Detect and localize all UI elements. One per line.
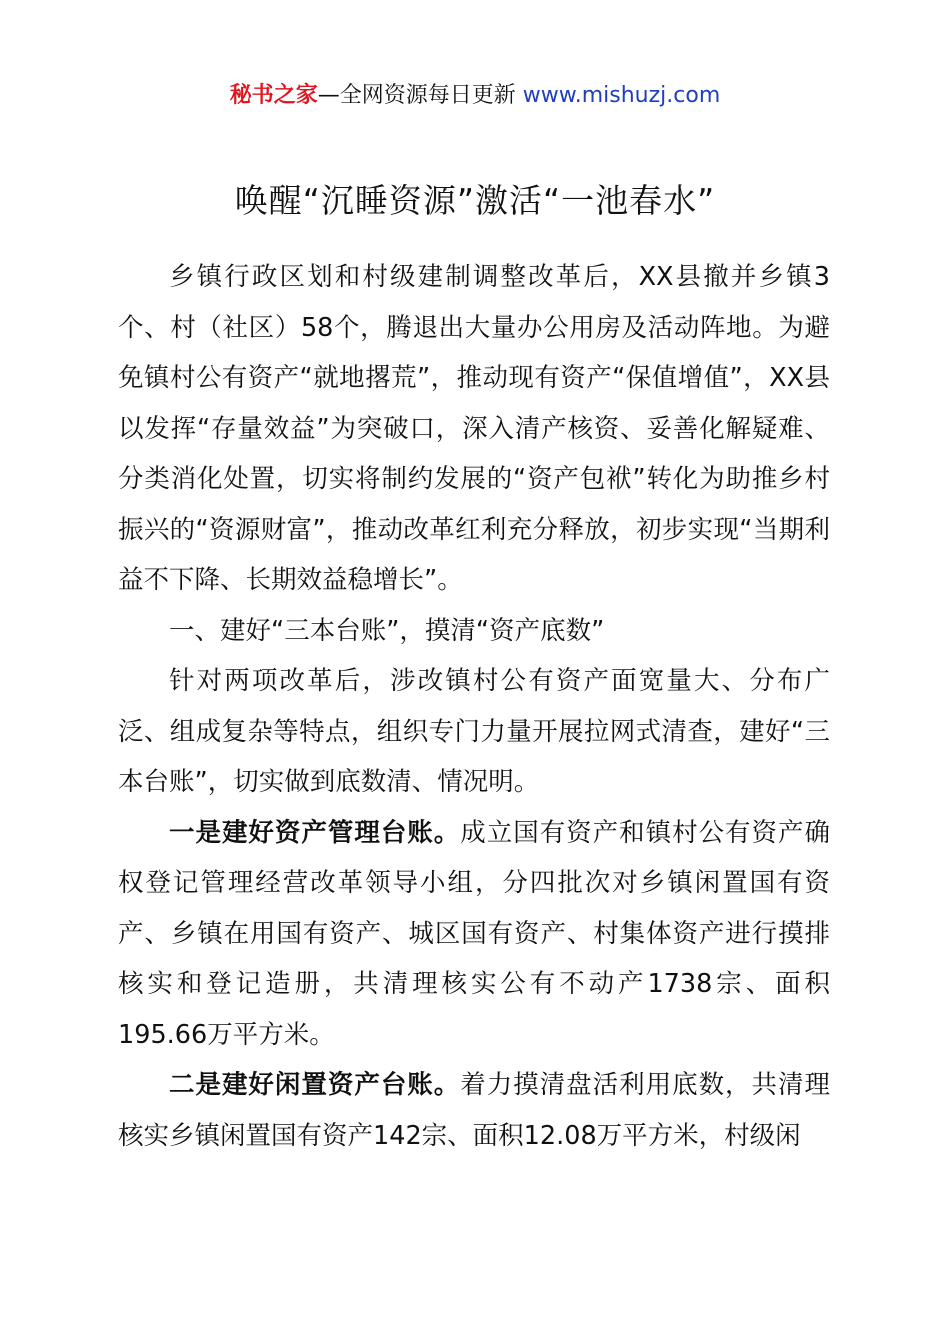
- section-intro-paragraph: 针对两项改革后，涉改镇村公有资产面宽量大、分布广泛、组成复杂等特点，组织专门力量开展拉网式清查，建好“三本台账”，切实做到底数清、情况明。: [118, 666, 830, 797]
- item-text-2: 着力摸清盘活利用底数，共清理核实乡镇闲置国有资产142宗、面积12.08万平方米，村级闲: [118, 1070, 830, 1151]
- header-tagline: —全网资源每日更新: [317, 83, 523, 108]
- item-text-1: 成立国有资产和镇村公有资产确权登记管理经营改革领导小组，分四批次对乡镇闲置国有资产、乡镇在用国有资产、城区国有资产、村集体资产进行摸排核实和登记造册，共清理核实公有不动产1738宗、面积195.66万平方米。: [118, 817, 830, 1050]
- item-paragraph-1: [118, 808, 830, 1061]
- site-header: [0, 80, 950, 112]
- section-heading: 一、建好“三本台账”，摸清“资产底数”: [169, 615, 605, 646]
- document-title: 唤醒“沉睡资源”激活“一池春水”: [234, 181, 716, 220]
- brand-name: 秘书之家: [229, 83, 318, 108]
- item-lead-2: 二是建好闲置资产台账。: [169, 1070, 461, 1100]
- intro-paragraph: 乡镇行政区划和村级建制调整改革后，XX县撤并乡镇3个、村（社区）58个，腾退出大量办公用房及活动阵地。为避免镇村公有资产“就地撂荒”，推动现有资产“保值增值”，XX县以发挥“存量效益”为突破口，深入清产核资、妥善化解疑难、分类消化处置，切实将制约发展的“资产包袱”转化为助推乡村振兴的“资源财富”，推动改革红利充分释放，初步实现“当期利益不下降、长期效益稳增长”。: [118, 262, 830, 595]
- document-body: [118, 252, 830, 1161]
- item-paragraph-2: [118, 1060, 830, 1161]
- item-lead-1: 一是建好资产管理台账。: [169, 817, 461, 848]
- site-url-link[interactable]: www.mishuzj.com: [522, 83, 721, 108]
